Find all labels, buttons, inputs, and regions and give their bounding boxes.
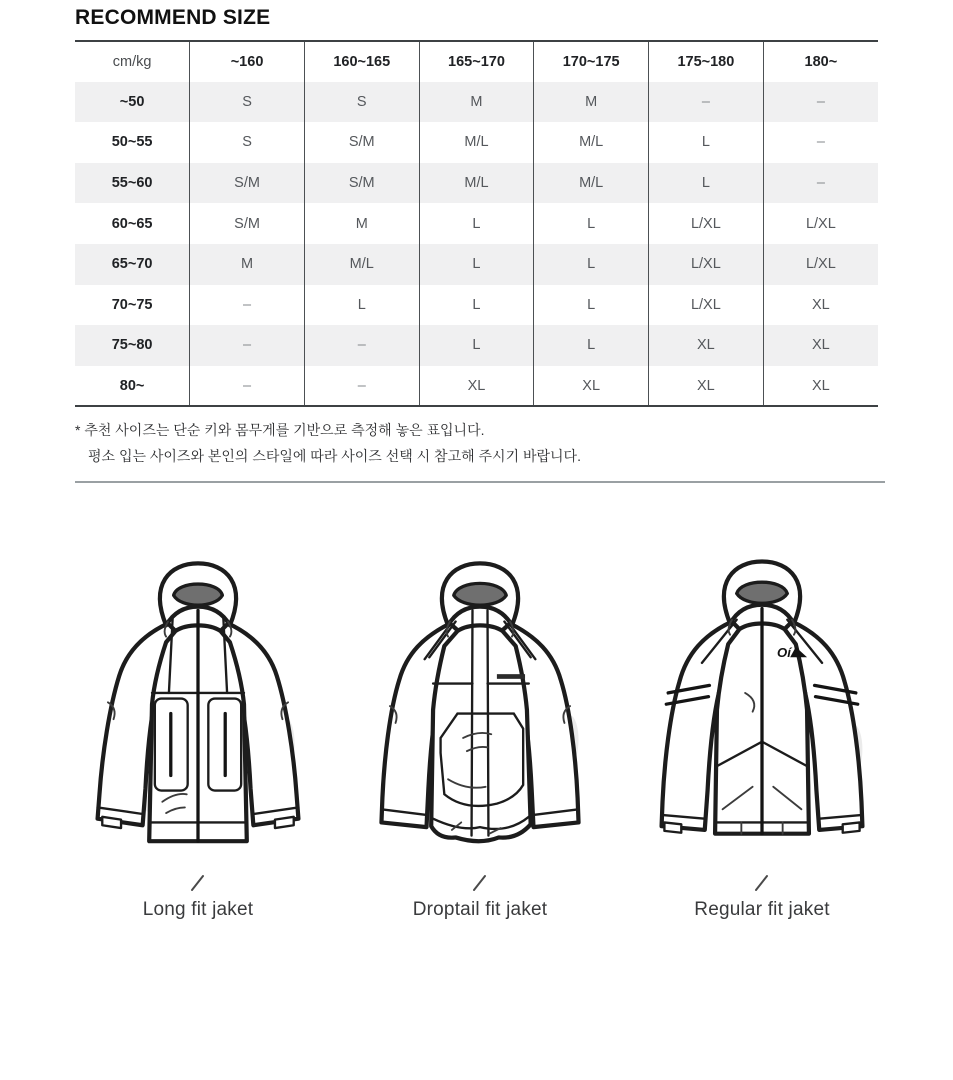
weight-row-header: 75~80 [111, 337, 153, 354]
size-cell: XL [419, 366, 534, 407]
weight-row-header: 55~60 [111, 175, 153, 192]
height-col-header: 170~175 [534, 41, 649, 82]
size-cell: – [763, 163, 878, 204]
fit-card-droptail [352, 548, 608, 921]
size-table [75, 40, 878, 407]
unit-header: cm/kg [112, 53, 152, 70]
chest-logo-strip [497, 674, 525, 679]
size-cell: L/XL [649, 203, 764, 244]
footnote-line-2: 평소 입는 사이즈와 본인의 스타일에 따라 사이즈 선택 시 참고해 주시기 바랍니다. [88, 448, 581, 464]
height-col-header: ~160 [190, 41, 305, 82]
size-cell: M/L [419, 122, 534, 163]
size-table-header-row [75, 41, 878, 82]
weight-row-header: 80~ [119, 377, 145, 394]
regular-fit-jacket-illustration [640, 548, 884, 866]
footnote [75, 417, 775, 469]
droptail-fit-jacket-illustration [358, 548, 602, 866]
size-table-row [75, 122, 878, 163]
size-cell: L/XL [649, 244, 764, 285]
height-col-header: 180~ [763, 41, 878, 82]
size-table-row [75, 163, 878, 204]
size-table-row [75, 244, 878, 285]
size-cell: S/M [304, 163, 419, 204]
size-cell: XL [763, 325, 878, 366]
size-cell: L [419, 325, 534, 366]
size-cell: – [763, 82, 878, 123]
size-cell: L [649, 163, 764, 204]
size-cell: M/L [534, 122, 649, 163]
size-cell: S [304, 82, 419, 123]
size-cell: S [190, 82, 305, 123]
weight-row-header: 60~65 [111, 215, 153, 232]
height-col-header: 160~165 [304, 41, 419, 82]
size-cell: M/L [304, 244, 419, 285]
size-cell: M [534, 82, 649, 123]
fit-card-long [70, 548, 326, 921]
size-cell: L [534, 285, 649, 326]
height-col-header: 175~180 [649, 41, 764, 82]
section-divider [75, 481, 885, 483]
size-cell: – [304, 366, 419, 407]
fit-label-long: Long fit jaket [142, 899, 254, 920]
size-cell: – [190, 366, 305, 407]
weight-row-header: 70~75 [111, 296, 153, 313]
size-cell: M [190, 244, 305, 285]
size-cell: – [190, 325, 305, 366]
size-cell: – [763, 122, 878, 163]
size-cell: XL [534, 366, 649, 407]
size-cell: L/XL [763, 203, 878, 244]
size-table-body [75, 82, 878, 407]
size-cell: M [419, 82, 534, 123]
long-fit-jacket-illustration [76, 548, 320, 866]
size-table-row [75, 325, 878, 366]
size-cell: L [304, 285, 419, 326]
size-table-row [75, 285, 878, 326]
fit-label-regular: Regular fit jaket [694, 899, 830, 920]
size-table-row [75, 366, 878, 407]
size-cell: XL [649, 366, 764, 407]
size-cell: XL [763, 285, 878, 326]
height-col-header: 165~170 [419, 41, 534, 82]
size-cell: M/L [419, 163, 534, 204]
size-cell: – [649, 82, 764, 123]
size-cell: S/M [304, 122, 419, 163]
size-cell: L [419, 203, 534, 244]
size-cell: L [534, 325, 649, 366]
fit-figures [70, 548, 890, 921]
size-cell: XL [763, 366, 878, 407]
chest-logo-text: Oí [777, 645, 791, 661]
size-cell: L [649, 122, 764, 163]
size-cell: L/XL [649, 285, 764, 326]
size-cell: S/M [190, 203, 305, 244]
size-cell: L [534, 203, 649, 244]
weight-row-header: 50~55 [111, 134, 153, 151]
size-cell: S/M [190, 163, 305, 204]
size-cell: XL [649, 325, 764, 366]
size-cell: M/L [534, 163, 649, 204]
size-cell: M [304, 203, 419, 244]
size-table-row [75, 82, 878, 123]
size-cell: L/XL [763, 244, 878, 285]
weight-row-header: 65~70 [111, 256, 153, 273]
slash-icon [468, 874, 492, 892]
slash-icon [750, 874, 774, 892]
fit-label-droptail: Droptail fit jaket [412, 899, 548, 920]
size-cell: – [190, 285, 305, 326]
size-cell: L [419, 244, 534, 285]
size-cell: – [304, 325, 419, 366]
footnote-line-1: * 추천 사이즈는 단순 키와 몸무게를 기반으로 측정해 놓은 표입니다. [75, 422, 485, 438]
weight-row-header: ~50 [119, 93, 145, 110]
slash-icon [186, 874, 210, 892]
page-title: RECOMMEND SIZE [75, 6, 271, 29]
size-table-row [75, 203, 878, 244]
size-cell: S [190, 122, 305, 163]
fit-card-regular [634, 548, 890, 921]
size-cell: L [534, 244, 649, 285]
size-cell: L [419, 285, 534, 326]
